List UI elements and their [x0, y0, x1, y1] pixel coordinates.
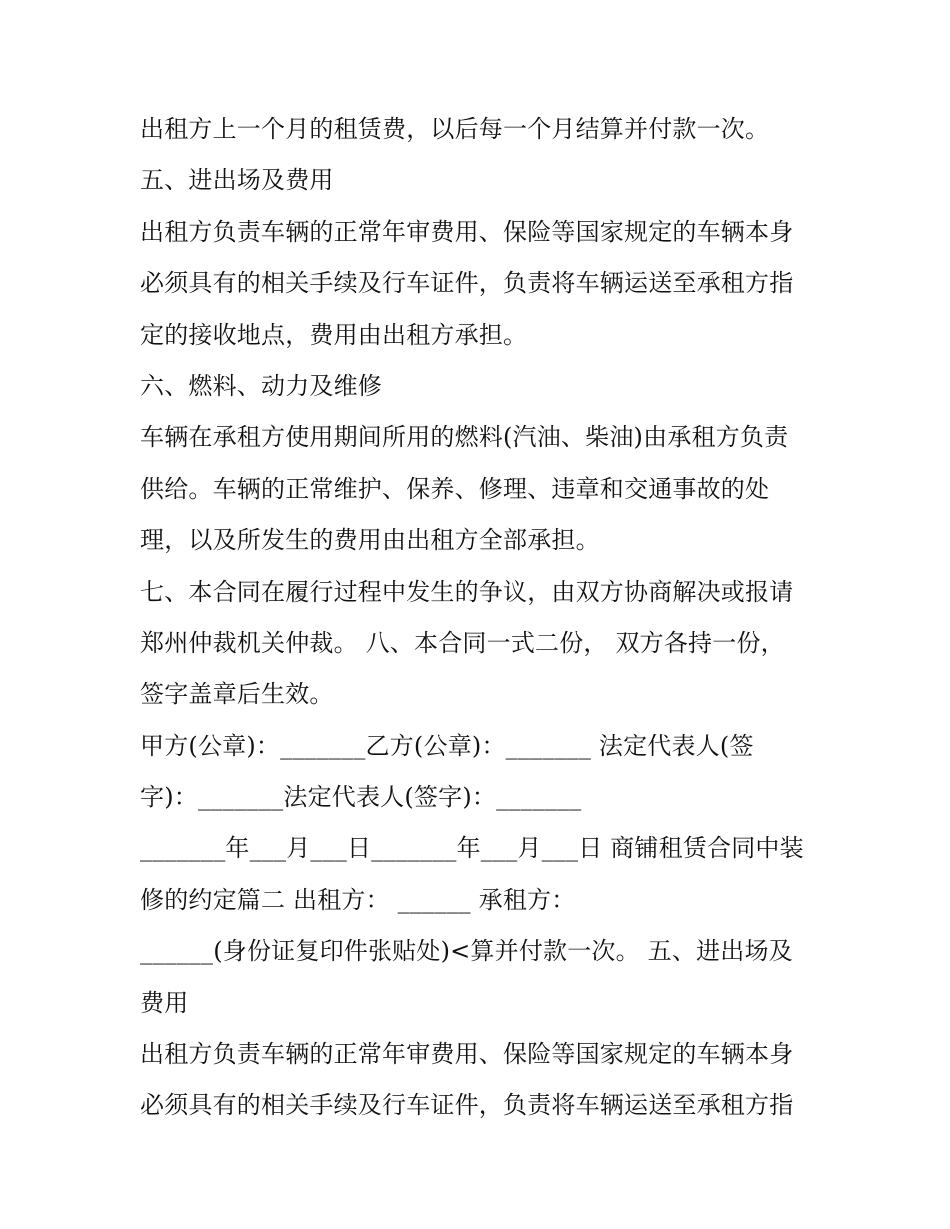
text-line: 郑州仲裁机关仲裁。 八、本合同一式二份， 双方各持一份，: [140, 628, 785, 657]
text-line: 签字盖章后生效。: [140, 680, 334, 709]
text-line: 出租方负责车辆的正常年审费用、保险等国家规定的车辆本身: [140, 1040, 794, 1069]
date-line: _______年___月___日_______年___月___日 商铺租赁合同中装: [140, 834, 804, 863]
text-line: ______(身份证复印件张贴处)<算并付款一次。 五、进出场及: [140, 937, 793, 966]
text-line: 修的约定篇二 出租方： ______ 承租方：: [140, 885, 576, 914]
text-line: 必须具有的相关手续及行车证件，负责将车辆运送至承租方指: [140, 1091, 794, 1120]
text-line: 必须具有的相关手续及行车证件，负责将车辆运送至承租方指: [140, 269, 794, 298]
section-heading-6: 六、燃料、动力及维修: [140, 371, 382, 400]
section-heading-5: 五、进出场及费用: [140, 166, 334, 195]
text-line: 理，以及所发生的费用由出租方全部承担。: [140, 526, 600, 555]
text-line: 定的接收地点，费用由出租方承担。: [140, 320, 528, 349]
text-line: 供给。车辆的正常维护、保养、修理、违章和交通事故的处: [140, 474, 770, 503]
text-line: 费用: [140, 988, 189, 1017]
text-line: 出租方负责车辆的正常年审费用、保险等国家规定的车辆本身: [140, 217, 794, 246]
signature-line: 甲方(公章)：_______乙方(公章)：_______ 法定代表人(签: [140, 731, 754, 760]
contract-text-body: [140, 104, 820, 1132]
section-7-text: 七、本合同在履行过程中发生的争议，由双方协商解决或报请: [140, 577, 794, 606]
text-line: 出租方上一个月的租赁费，以后每一个月结算并付款一次。: [140, 115, 770, 143]
text-line: 车辆在承租方使用期间所用的燃料(汽油、柴油)由承租方负责: [140, 423, 789, 452]
signature-line: 字)：_______法定代表人(签字)：_______: [140, 783, 582, 812]
